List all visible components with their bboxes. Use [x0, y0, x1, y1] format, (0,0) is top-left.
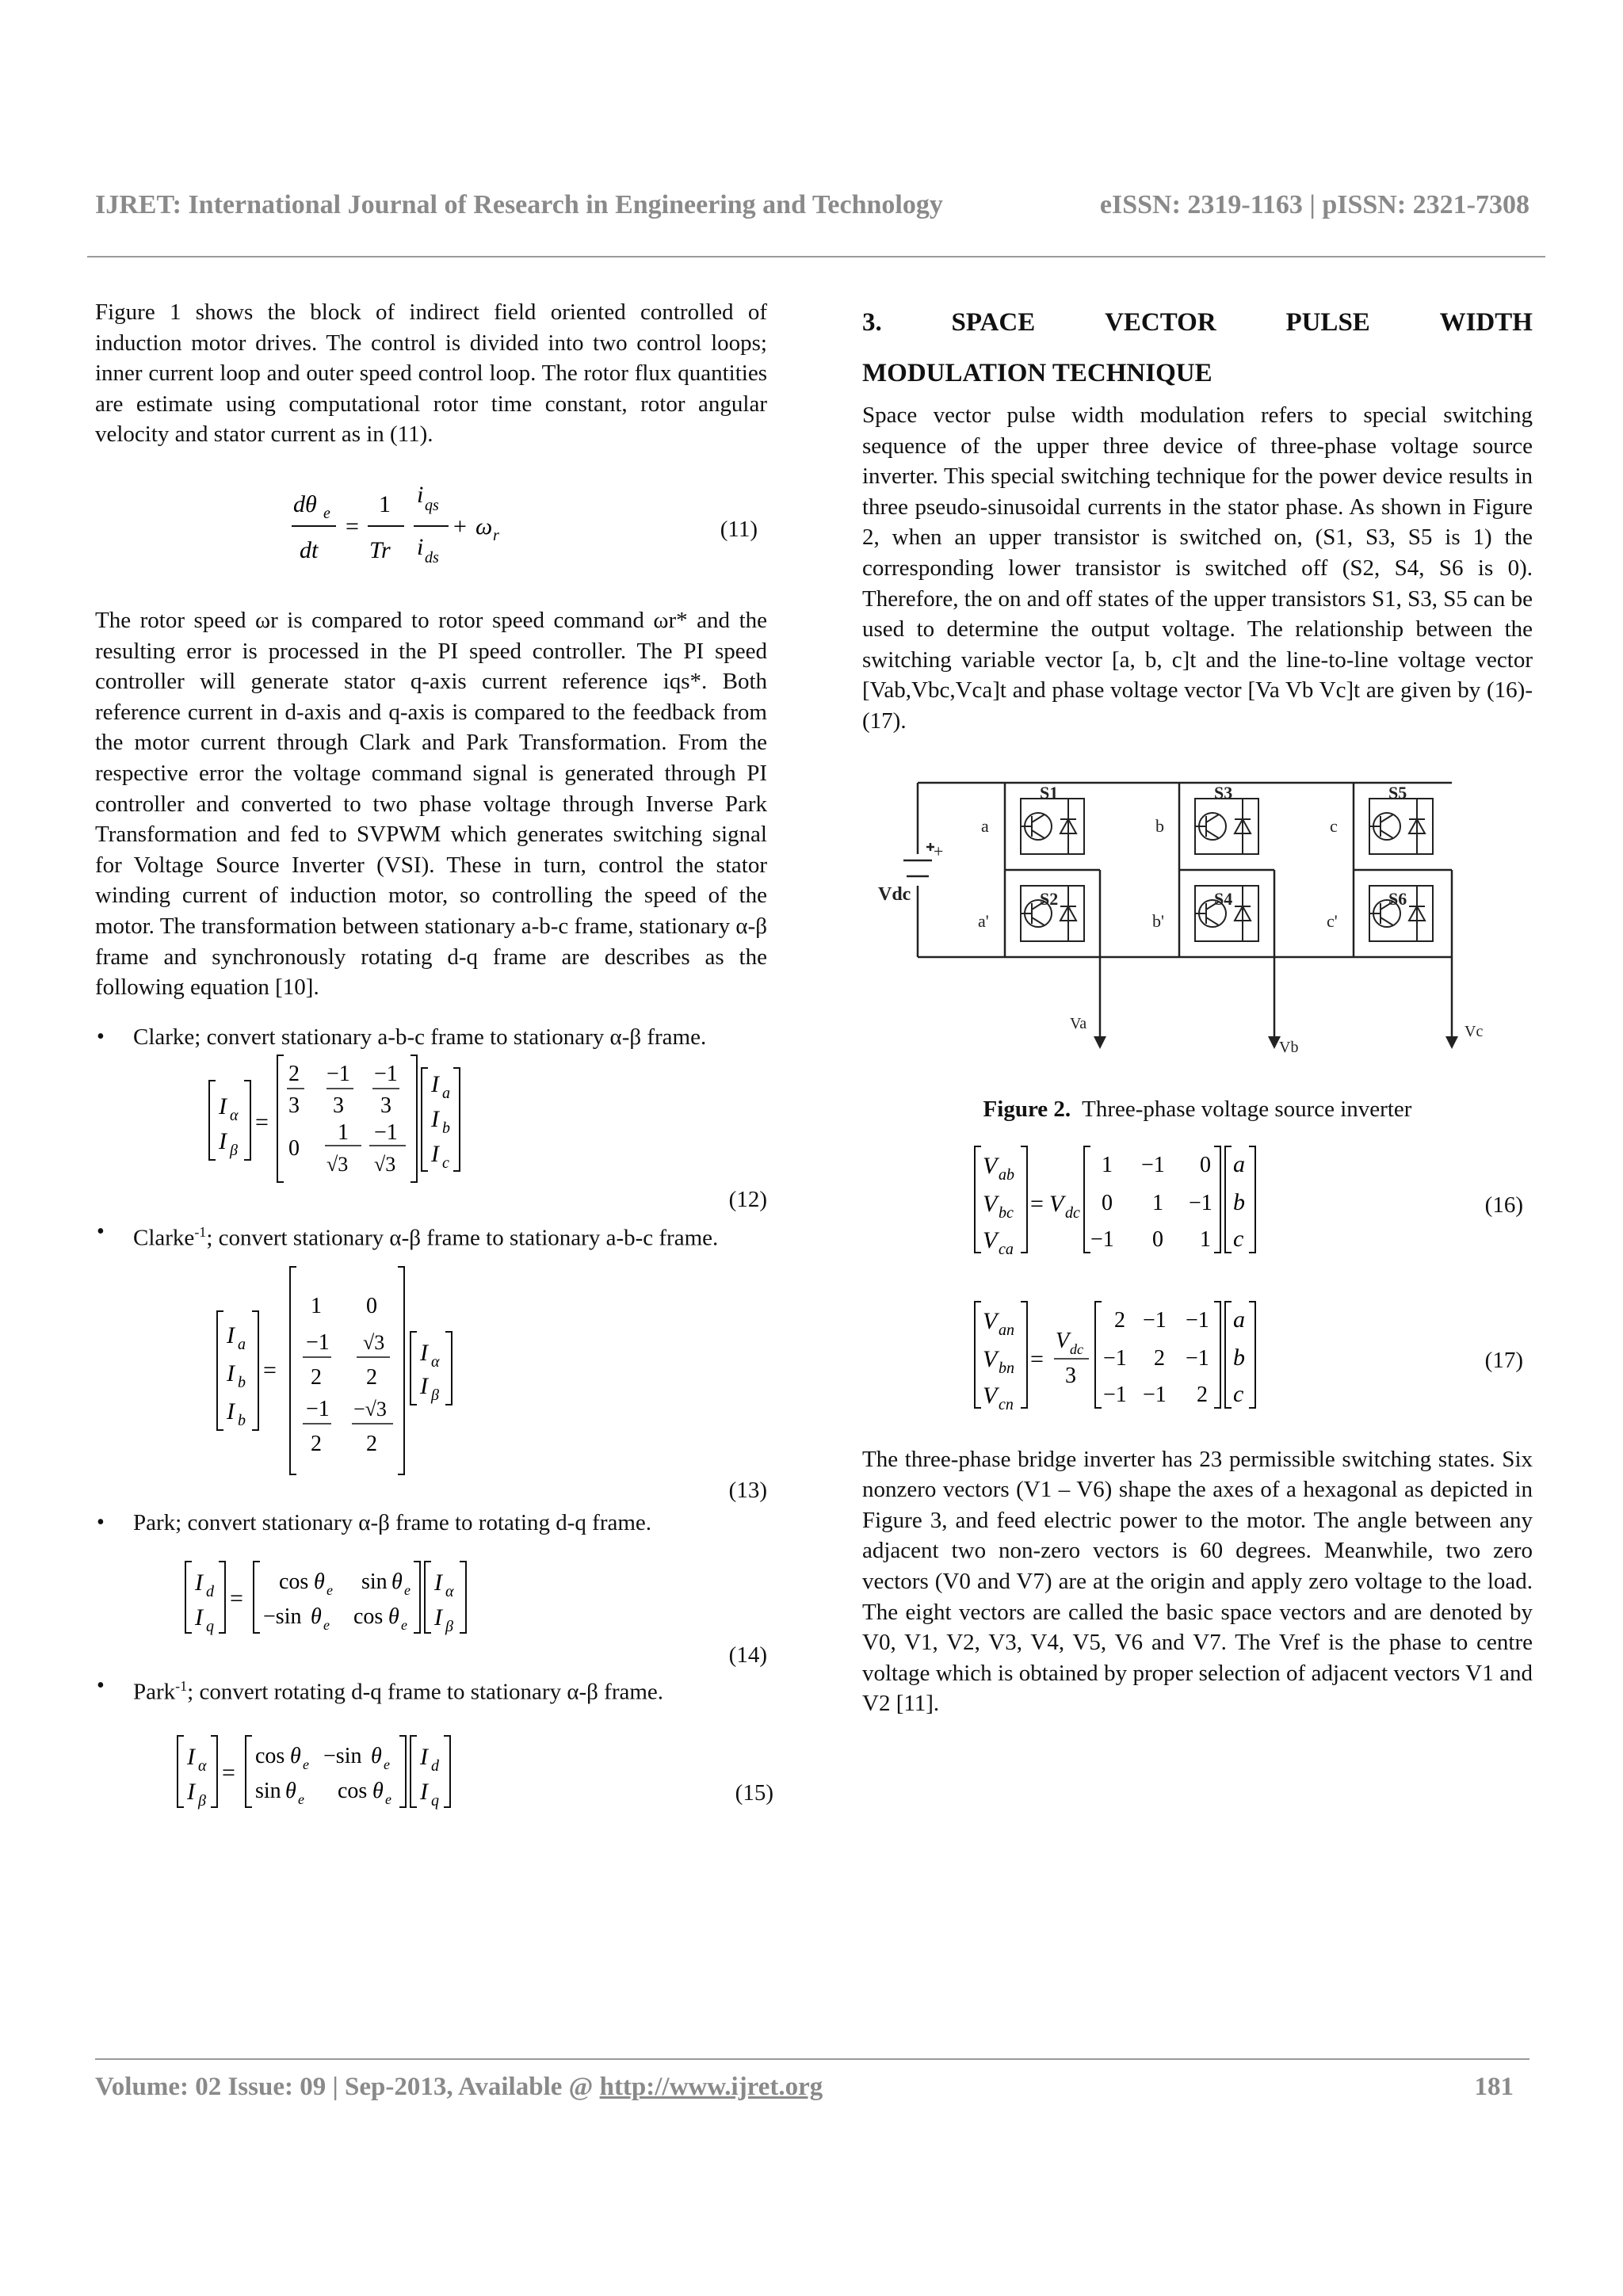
svg-text:a: a	[442, 1085, 450, 1103]
label-c-prime: c'	[1327, 910, 1338, 931]
svg-text:I: I	[420, 1744, 428, 1771]
list-item-text: ; convert stationary α-β frame to stationary a-b-c frame.	[206, 1225, 719, 1251]
svg-text:3: 3	[1065, 1363, 1076, 1388]
equation-number: (12)	[728, 1187, 767, 1213]
label-b: b	[1155, 815, 1164, 836]
svg-text:cos: cos	[279, 1569, 309, 1595]
svg-text:θ: θ	[371, 1744, 382, 1769]
list-item-superscript: -1	[194, 1224, 207, 1241]
section-heading-line-1	[862, 297, 1533, 348]
svg-text:cn: cn	[999, 1395, 1014, 1413]
svg-text:sin: sin	[255, 1779, 281, 1804]
svg-text:1: 1	[338, 1120, 349, 1146]
svg-text:0: 0	[366, 1293, 377, 1318]
equation-16-formula	[972, 1140, 1415, 1259]
svg-text:an: an	[999, 1321, 1014, 1339]
svg-text:c: c	[1233, 1225, 1244, 1252]
svg-text:=: =	[263, 1356, 277, 1383]
svg-text:2: 2	[311, 1364, 322, 1390]
heading-word: VECTOR	[1105, 308, 1216, 337]
figure-caption-label: Figure 2.	[983, 1096, 1071, 1122]
svg-text:q: q	[206, 1618, 214, 1636]
svg-text:dt: dt	[300, 536, 319, 563]
equation-number: (14)	[728, 1642, 767, 1669]
list-item-text: Park; convert stationary α-β frame to rotating d-q frame.	[133, 1509, 652, 1535]
svg-text:bc: bc	[999, 1203, 1014, 1222]
svg-text:=: =	[222, 1760, 235, 1787]
svg-text:α: α	[431, 1352, 440, 1371]
svg-text:2: 2	[311, 1431, 322, 1456]
svg-text:i: i	[417, 481, 424, 508]
svg-text:cos: cos	[353, 1604, 384, 1630]
svg-text:2: 2	[366, 1364, 377, 1390]
svg-text:dc: dc	[1070, 1341, 1083, 1357]
svg-text:sin: sin	[361, 1569, 388, 1595]
svg-text:a: a	[1233, 1150, 1245, 1177]
equation-number: (13)	[728, 1477, 767, 1503]
svg-text:cos: cos	[338, 1779, 368, 1804]
svg-text:−1: −1	[306, 1396, 330, 1421]
equation-15-formula	[174, 1730, 586, 1817]
svg-text:e: e	[384, 1756, 390, 1773]
bullet-icon: •	[97, 1219, 105, 1245]
figure-2	[862, 767, 1533, 1084]
svg-text:I: I	[431, 1141, 439, 1168]
svg-text:I: I	[420, 1339, 428, 1366]
label-b-prime: b'	[1152, 910, 1164, 931]
svg-text:−1: −1	[306, 1329, 330, 1355]
svg-text:β: β	[198, 1792, 206, 1810]
svg-text:ab: ab	[999, 1165, 1014, 1184]
svg-text:I: I	[227, 1398, 235, 1425]
svg-text:θ: θ	[314, 1569, 325, 1595]
list-item-prefix: Clarke	[133, 1225, 195, 1251]
equation-13-formula	[214, 1264, 610, 1478]
page-number: 181	[1474, 2073, 1514, 2101]
equation-number: (15)	[735, 1780, 773, 1806]
heading-word: WIDTH	[1439, 308, 1533, 337]
svg-text:=: =	[1030, 1190, 1044, 1217]
list-item-text: ; convert rotating d-q frame to stationary α-β frame.	[187, 1679, 664, 1705]
svg-text:b: b	[238, 1411, 246, 1429]
svg-text:=: =	[255, 1109, 269, 1136]
svg-text:−1: −1	[1186, 1307, 1209, 1333]
svg-text:I: I	[195, 1569, 203, 1596]
label-s3: S3	[1214, 782, 1233, 803]
svg-text:V: V	[983, 1152, 998, 1179]
figure-caption-text: Three-phase voltage source inverter	[1082, 1096, 1412, 1122]
equation-17	[862, 1295, 1533, 1414]
equation-13-number-row	[95, 1478, 767, 1508]
equation-12	[95, 1052, 767, 1187]
svg-text:2: 2	[1114, 1307, 1125, 1333]
svg-text:√3: √3	[327, 1153, 349, 1177]
svg-text:dθ: dθ	[293, 490, 317, 517]
label-a: a	[981, 815, 989, 836]
label-s4: S4	[1214, 888, 1233, 909]
svg-text:√3: √3	[363, 1330, 385, 1354]
issn-info: eISSN: 2319-1163 | pISSN: 2321-7308	[1099, 190, 1529, 219]
svg-text:e: e	[404, 1582, 411, 1599]
svg-text:α: α	[198, 1757, 207, 1775]
svg-text:1: 1	[379, 490, 391, 517]
svg-text:−√3: −√3	[353, 1397, 387, 1421]
svg-text:=: =	[1030, 1345, 1044, 1372]
svg-text:2: 2	[1197, 1382, 1208, 1407]
header-divider	[87, 256, 1545, 257]
svg-text:i: i	[417, 533, 424, 560]
svg-text:2: 2	[366, 1431, 377, 1456]
equation-13	[95, 1264, 767, 1478]
running-header	[95, 190, 1529, 230]
svg-text:Tr: Tr	[369, 536, 391, 563]
equation-number: (11)	[720, 516, 758, 542]
svg-text:1: 1	[1102, 1152, 1113, 1177]
svg-text:0: 0	[1102, 1190, 1113, 1215]
volume-text: Volume: 02 Issue: 09 | Sep-2013, Available @	[95, 2073, 600, 2101]
svg-text:I: I	[195, 1604, 203, 1631]
svg-text:−1: −1	[1143, 1382, 1167, 1407]
speed-control-paragraph: The rotor speed ωr is compared to rotor speed command ωr* and the resulting error is processed in the PI speed controller. The PI speed controller will generate stator q-axis current reference iqs*. Both reference current in d-axis and q-axis is compared to the feedback from the motor current through Clark and Park Transformation. From the respective error the voltage command signal is generated through PI controller and converted to two phase voltage through Inverse Park Transformation and fed to SVPWM which generates switching signal for Voltage Source Inverter (VSI). These in turn, control the stator winding current of induction motor, so controlling the speed of the motor. The transformation between stationary a-b-c frame, stationary α-β frame and synchronously rotating d-q frame are describes as the following equation [10].	[95, 607, 767, 1001]
svg-text:I: I	[431, 1071, 439, 1098]
svg-text:a: a	[238, 1335, 246, 1353]
svg-text:e: e	[385, 1791, 391, 1808]
journal-title: IJRET: International Journal of Research in Engineering and Technology	[95, 190, 943, 219]
svg-text:b: b	[442, 1119, 450, 1138]
svg-text:I: I	[431, 1106, 439, 1133]
volume-info	[95, 2073, 823, 2102]
label-s6: S6	[1388, 888, 1407, 909]
svg-text:I: I	[227, 1360, 235, 1386]
svg-text:V: V	[1049, 1190, 1064, 1217]
svg-text:−1: −1	[374, 1120, 398, 1146]
equation-12-formula	[206, 1052, 602, 1187]
equation-15	[95, 1730, 773, 1817]
svg-text:I: I	[219, 1093, 227, 1120]
svg-text:β: β	[431, 1386, 439, 1404]
label-va: Va	[1070, 1014, 1087, 1032]
svg-text:−1: −1	[374, 1062, 398, 1087]
equation-14	[95, 1554, 767, 1642]
section-heading	[862, 297, 1533, 399]
svg-text:e: e	[401, 1617, 407, 1634]
label-s2: S2	[1040, 888, 1059, 909]
left-column	[95, 297, 773, 1817]
svg-text:I: I	[219, 1128, 227, 1155]
svg-text:3: 3	[380, 1093, 391, 1119]
equation-16	[862, 1140, 1533, 1259]
svg-text:θ: θ	[290, 1744, 301, 1769]
svg-text:−1: −1	[327, 1062, 350, 1087]
svg-text:−1: −1	[1186, 1345, 1209, 1371]
svg-text:I: I	[434, 1604, 442, 1631]
svg-text:θ: θ	[391, 1569, 403, 1595]
svg-text:θ: θ	[388, 1604, 399, 1630]
svg-text:b: b	[1233, 1188, 1245, 1215]
svpwm-paragraph: Space vector pulse width modulation refers to special switching sequence of the upper three device of three-phase voltage source inverter. This special switching technique for the power device results in three pseudo-sinusoidal currents in the stator phase. As shown in Figure 2, when an upper transistor is switched on, (S1, S3, S5 is 1) the corresponding lower transistor is switched off (S2, S4, S6 is 0). Therefore, the on and off states of the upper transistors S1, S3, S5 can be used to determine the output voltage. The relationship between the switching variable vector [a, b, c]t and the line-to-line voltage vector [Vab,Vbc,Vca]t and phase voltage vector [Va Vb Vc]t are given by (16)-(17).	[862, 402, 1533, 734]
svg-text:−1: −1	[1143, 1307, 1167, 1333]
svg-text:1: 1	[311, 1293, 322, 1318]
svg-text:e: e	[323, 504, 330, 522]
svg-text:−1: −1	[1141, 1152, 1165, 1177]
svg-text:1: 1	[1200, 1226, 1211, 1252]
inverter-circuit-diagram	[862, 767, 1533, 1084]
svg-text:ds: ds	[425, 548, 439, 566]
svg-text:r: r	[493, 526, 499, 544]
svg-text:−sin: −sin	[263, 1604, 302, 1630]
list-item-prefix: Park	[133, 1679, 176, 1705]
svg-text:qs: qs	[425, 496, 439, 514]
label-vc: Vc	[1465, 1022, 1484, 1040]
svg-text:θ: θ	[285, 1779, 296, 1804]
svg-text:−1: −1	[1090, 1226, 1114, 1252]
svg-text:α: α	[445, 1583, 454, 1601]
svg-text:−1: −1	[1103, 1382, 1127, 1407]
svg-text:I: I	[420, 1372, 428, 1399]
label-plus: +	[934, 841, 944, 861]
svg-text:e: e	[298, 1791, 304, 1808]
svg-text:=: =	[346, 513, 359, 540]
svg-text:θ: θ	[372, 1779, 384, 1804]
svg-text:−1: −1	[1103, 1345, 1127, 1371]
svg-text:0: 0	[1152, 1226, 1163, 1252]
equation-14-formula	[182, 1554, 594, 1642]
footer-divider	[95, 2058, 1529, 2060]
svg-text:bn: bn	[999, 1359, 1014, 1377]
label-vb: Vb	[1279, 1038, 1299, 1056]
svg-text:I: I	[187, 1779, 195, 1806]
equation-11-formula	[285, 464, 682, 583]
svg-text:e: e	[303, 1756, 309, 1773]
equation-number: (16)	[1484, 1192, 1523, 1218]
svg-text:b: b	[1233, 1344, 1245, 1371]
svg-text:3: 3	[333, 1093, 344, 1119]
svg-text:2: 2	[288, 1062, 300, 1087]
svg-text:a: a	[1233, 1306, 1245, 1333]
bullet-icon: •	[97, 1673, 105, 1699]
svg-text:dc: dc	[1065, 1203, 1080, 1222]
label-s1: S1	[1040, 782, 1059, 803]
svg-text:I: I	[187, 1744, 195, 1771]
equation-12-number-row	[95, 1187, 767, 1217]
svg-text:α: α	[230, 1107, 239, 1125]
svg-text:V: V	[983, 1307, 998, 1334]
svg-text:β: β	[445, 1618, 453, 1636]
bullet-icon: •	[97, 1024, 105, 1049]
svg-text:e: e	[327, 1582, 333, 1599]
svg-text:=: =	[230, 1585, 243, 1612]
right-column	[862, 297, 1533, 1719]
list-item	[95, 1022, 767, 1053]
section-number: 3.	[862, 308, 882, 337]
svg-text:+: +	[453, 513, 467, 540]
svg-text:b: b	[238, 1373, 246, 1391]
svg-text:0: 0	[1200, 1152, 1211, 1177]
equation-14-number-row	[95, 1642, 767, 1671]
svg-text:1: 1	[1152, 1190, 1163, 1215]
svg-text:d: d	[206, 1583, 214, 1601]
section-heading-line-2: MODULATION TECHNIQUE	[862, 359, 1212, 387]
svg-text:I: I	[434, 1569, 442, 1596]
svg-text:ca: ca	[999, 1240, 1014, 1258]
svg-text:c: c	[1233, 1380, 1244, 1407]
running-footer	[95, 2073, 1514, 2112]
label-c: c	[1330, 815, 1338, 836]
heading-word: PULSE	[1285, 308, 1370, 337]
heading-word: SPACE	[951, 308, 1036, 337]
label-a-prime: a'	[978, 910, 989, 931]
svg-text:d: d	[431, 1757, 439, 1775]
svg-text:q: q	[431, 1792, 439, 1810]
intro-paragraph: Figure 1 shows the block of indirect field oriented controlled of induction motor drives. The control is divided into two control loops; inner current loop and outer speed control loop. The rotor flux quantities are estimate using computational rotor time constant, rotor angular velocity and stator current as in (11).	[95, 299, 767, 448]
list-item	[95, 1671, 767, 1707]
figure-caption	[862, 1097, 1533, 1123]
svg-text:β: β	[230, 1142, 238, 1160]
bridge-paragraph: The three-phase bridge inverter has 23 permissible switching states. Six nonzero vectors (V1 – V6) shape the axes of a hexagonal as depicted in Figure 3, and feed electric power to the motor. The angle between any adjacent two non-zero vectors is 60 degrees. Meanwhile, two zero vectors (V0 and V7) are at the origin and apply zero voltage to the load. The eight vectors are called the basic space vectors and are denoted by V0, V1, V2, V3, V4, V5, V6 and V7. The Vref is the phase to centre voltage which is obtained by proper selection of adjacent vectors V1 and V2 [11].	[862, 1446, 1533, 1717]
svg-text:cos: cos	[255, 1744, 285, 1769]
svg-text:V: V	[1056, 1328, 1070, 1353]
svg-text:2: 2	[1154, 1345, 1165, 1371]
label-vdc: Vdc	[878, 883, 911, 905]
svg-text:0: 0	[288, 1136, 300, 1161]
journal-link[interactable]: http://www.ijret.org	[599, 2073, 823, 2101]
svg-text:ω: ω	[475, 513, 493, 540]
bullet-icon: •	[97, 1509, 105, 1535]
svg-text:V: V	[983, 1382, 998, 1409]
equation-number: (17)	[1484, 1347, 1523, 1373]
svg-text:θ: θ	[311, 1604, 322, 1630]
svg-text:V: V	[983, 1190, 998, 1217]
equation-11	[95, 464, 767, 583]
svg-text:3: 3	[288, 1093, 300, 1119]
svg-text:√3: √3	[374, 1153, 396, 1177]
list-item	[95, 1508, 767, 1539]
list-item	[95, 1217, 767, 1253]
svg-text:c: c	[442, 1154, 449, 1173]
list-item-text: Clarke; convert stationary a-b-c frame to stationary α-β frame.	[133, 1024, 707, 1050]
svg-text:V: V	[983, 1345, 998, 1372]
svg-text:I: I	[420, 1779, 428, 1806]
svg-text:−sin: −sin	[323, 1744, 362, 1769]
label-s5: S5	[1388, 782, 1407, 803]
list-item-superscript: -1	[175, 1678, 188, 1695]
svg-text:I: I	[227, 1322, 235, 1348]
svg-text:V: V	[983, 1226, 998, 1253]
svg-text:−1: −1	[1189, 1190, 1212, 1215]
svg-text:e: e	[323, 1617, 330, 1634]
equation-17-formula	[972, 1295, 1415, 1414]
